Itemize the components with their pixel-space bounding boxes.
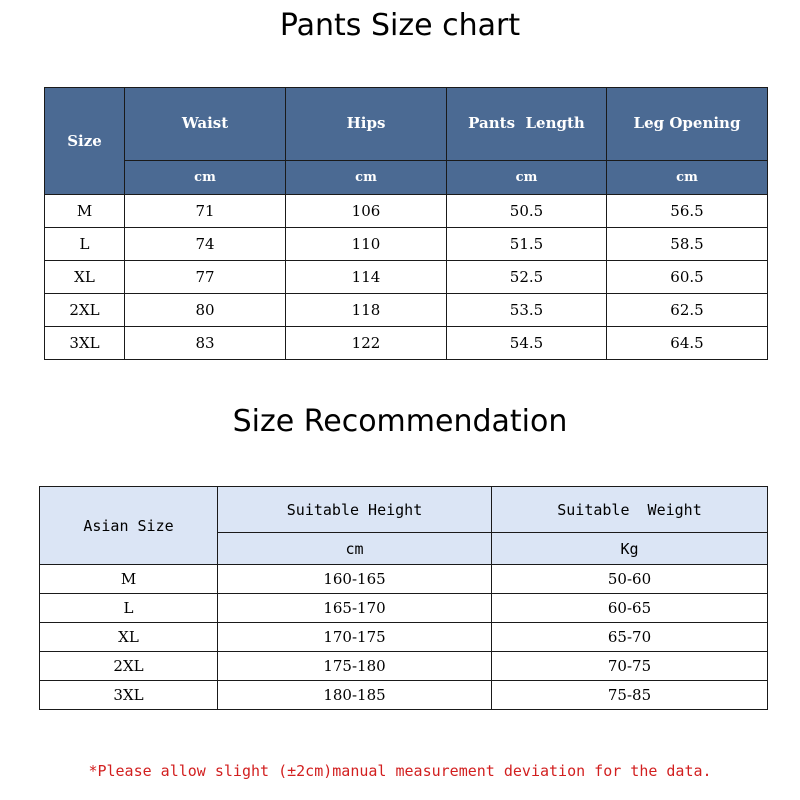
pants-size-chart-title: Pants Size chart	[279, 8, 521, 43]
size-header: Size	[45, 88, 125, 195]
value-cell: 50-60	[492, 565, 768, 594]
value-cell: 53.5	[447, 294, 607, 327]
suitable-weight-header: Suitable Weight	[492, 487, 768, 533]
value-cell: 122	[286, 327, 447, 360]
value-cell: 54.5	[447, 327, 607, 360]
value-cell: 65-70	[492, 623, 768, 652]
table-row	[40, 565, 768, 594]
value-cell: 118	[286, 294, 447, 327]
value-cell: 51.5	[447, 228, 607, 261]
value-cell: 71	[125, 195, 286, 228]
table-row	[40, 652, 768, 681]
value-cell: 62.5	[607, 294, 768, 327]
leg-opening-header: Leg Opening	[607, 88, 768, 161]
value-cell: 60.5	[607, 261, 768, 294]
value-cell: 60-65	[492, 594, 768, 623]
value-cell: 106	[286, 195, 447, 228]
table-row	[45, 228, 768, 261]
size-cell: 2XL	[45, 294, 125, 327]
value-cell: 83	[125, 327, 286, 360]
value-cell: 114	[286, 261, 447, 294]
table-row	[45, 195, 768, 228]
table-row	[45, 261, 768, 294]
value-cell: 160-165	[218, 565, 492, 594]
value-cell: 165-170	[218, 594, 492, 623]
value-cell: 77	[125, 261, 286, 294]
height-unit: cm	[218, 533, 492, 565]
value-cell: 64.5	[607, 327, 768, 360]
value-cell: 70-75	[492, 652, 768, 681]
measurement-deviation-note: *Please allow slight (±2cm)manual measurement deviation for the data.	[88, 762, 712, 780]
pants-length-header: Pants Length	[447, 88, 607, 161]
size-recommendation-title: Size Recommendation	[232, 404, 568, 439]
size-cell: L	[40, 594, 218, 623]
value-cell: 74	[125, 228, 286, 261]
table-row	[45, 294, 768, 327]
value-cell: 52.5	[447, 261, 607, 294]
waist-unit: cm	[125, 160, 286, 194]
value-cell: 58.5	[607, 228, 768, 261]
table-row	[40, 594, 768, 623]
pants-size-table	[44, 87, 768, 360]
value-cell: 50.5	[447, 195, 607, 228]
hips-header: Hips	[286, 88, 447, 161]
asian-size-header: Asian Size	[40, 487, 218, 565]
table-row	[40, 623, 768, 652]
size-recommendation-table	[39, 486, 768, 710]
weight-unit: Kg	[492, 533, 768, 565]
suitable-height-header: Suitable Height	[218, 487, 492, 533]
leg-opening-unit: cm	[607, 160, 768, 194]
waist-header: Waist	[125, 88, 286, 161]
size-cell: 3XL	[45, 327, 125, 360]
size-cell: L	[45, 228, 125, 261]
value-cell: 110	[286, 228, 447, 261]
value-cell: 170-175	[218, 623, 492, 652]
size-cell: XL	[45, 261, 125, 294]
table-row	[45, 327, 768, 360]
value-cell: 75-85	[492, 681, 768, 710]
value-cell: 56.5	[607, 195, 768, 228]
value-cell: 180-185	[218, 681, 492, 710]
hips-unit: cm	[286, 160, 447, 194]
size-cell: XL	[40, 623, 218, 652]
size-cell: M	[40, 565, 218, 594]
size-cell: M	[45, 195, 125, 228]
table-row	[40, 681, 768, 710]
size-cell: 2XL	[40, 652, 218, 681]
pants-length-unit: cm	[447, 160, 607, 194]
value-cell: 175-180	[218, 652, 492, 681]
value-cell: 80	[125, 294, 286, 327]
size-cell: 3XL	[40, 681, 218, 710]
